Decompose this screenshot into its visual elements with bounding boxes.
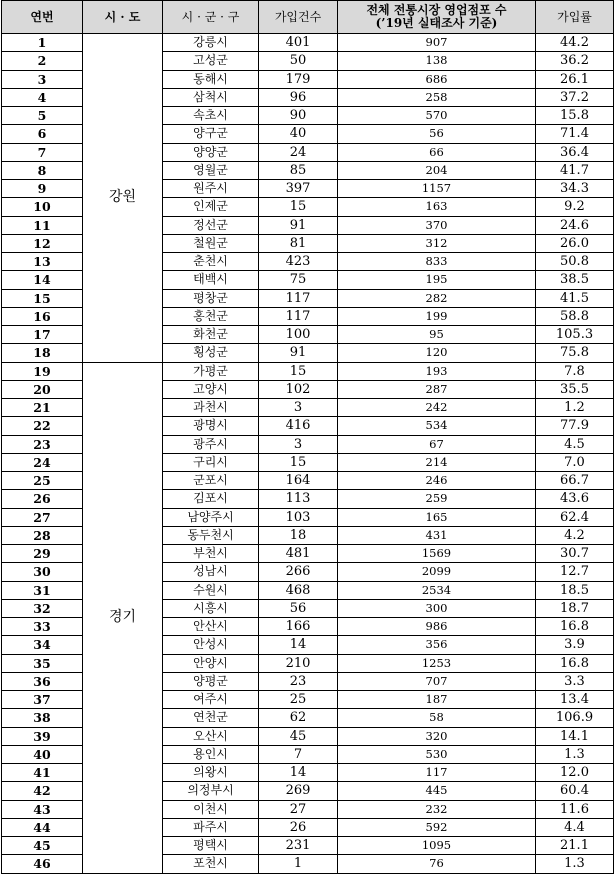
joined-count-cell: 96 (259, 88, 338, 106)
row-number: 43 (2, 800, 83, 818)
joined-count-cell: 15 (259, 362, 338, 380)
join-rate-cell: 7.8 (536, 362, 614, 380)
join-rate-cell: 75.8 (536, 344, 614, 362)
header-no: 연번 (2, 1, 83, 34)
join-rate-cell: 1.3 (536, 855, 614, 873)
row-number: 42 (2, 782, 83, 800)
table-body (2, 34, 614, 874)
district-cell: 고성군 (163, 52, 259, 70)
total-stores-cell: 66 (338, 143, 536, 161)
join-rate-cell: 34.3 (536, 180, 614, 198)
total-stores-cell: 204 (338, 161, 536, 179)
row-number: 13 (2, 253, 83, 271)
row-number: 25 (2, 472, 83, 490)
row-number: 27 (2, 508, 83, 526)
join-rate-cell: 12.0 (536, 764, 614, 782)
join-rate-cell: 16.8 (536, 618, 614, 636)
district-cell: 영월군 (163, 161, 259, 179)
join-rate-cell: 18.5 (536, 581, 614, 599)
row-number: 8 (2, 161, 83, 179)
joined-count-cell: 266 (259, 563, 338, 581)
total-stores-cell: 833 (338, 253, 536, 271)
total-stores-cell: 2534 (338, 581, 536, 599)
total-stores-cell: 2099 (338, 563, 536, 581)
joined-count-cell: 75 (259, 271, 338, 289)
row-number: 10 (2, 198, 83, 216)
total-stores-cell: 56 (338, 125, 536, 143)
district-cell: 군포시 (163, 472, 259, 490)
join-rate-cell: 58.8 (536, 307, 614, 325)
row-number: 45 (2, 837, 83, 855)
joined-count-cell: 18 (259, 526, 338, 544)
district-cell: 김포시 (163, 490, 259, 508)
total-stores-cell: 530 (338, 745, 536, 763)
district-cell: 강릉시 (163, 34, 259, 52)
header-joined: 가입건수 (259, 1, 338, 34)
row-number: 29 (2, 545, 83, 563)
row-number: 14 (2, 271, 83, 289)
total-stores-cell: 1157 (338, 180, 536, 198)
joined-count-cell: 468 (259, 581, 338, 599)
district-cell: 평택시 (163, 837, 259, 855)
row-number: 38 (2, 709, 83, 727)
total-stores-cell: 592 (338, 818, 536, 836)
row-number: 21 (2, 399, 83, 417)
row-number: 31 (2, 581, 83, 599)
district-cell: 양구군 (163, 125, 259, 143)
district-cell: 양평군 (163, 672, 259, 690)
total-stores-cell: 232 (338, 800, 536, 818)
row-number: 41 (2, 764, 83, 782)
join-rate-cell: 24.6 (536, 216, 614, 234)
total-stores-cell: 1095 (338, 837, 536, 855)
total-stores-cell: 193 (338, 362, 536, 380)
district-cell: 평창군 (163, 289, 259, 307)
header-row (2, 1, 614, 34)
joined-count-cell: 24 (259, 143, 338, 161)
total-stores-cell: 187 (338, 691, 536, 709)
district-cell: 춘천시 (163, 253, 259, 271)
join-rate-cell: 66.7 (536, 472, 614, 490)
join-rate-cell: 15.8 (536, 107, 614, 125)
join-rate-cell: 4.4 (536, 818, 614, 836)
row-number: 30 (2, 563, 83, 581)
row-number: 1 (2, 34, 83, 52)
joined-count-cell: 50 (259, 52, 338, 70)
total-stores-cell: 138 (338, 52, 536, 70)
district-cell: 광주시 (163, 435, 259, 453)
header-district: 시 · 군 · 구 (163, 1, 259, 34)
row-number: 37 (2, 691, 83, 709)
subscription-table (1, 0, 614, 874)
row-number: 18 (2, 344, 83, 362)
total-stores-cell: 259 (338, 490, 536, 508)
row-number: 44 (2, 818, 83, 836)
row-number: 26 (2, 490, 83, 508)
row-number: 36 (2, 672, 83, 690)
district-cell: 오산시 (163, 727, 259, 745)
joined-count-cell: 14 (259, 636, 338, 654)
row-number: 3 (2, 70, 83, 88)
district-cell: 원주시 (163, 180, 259, 198)
row-number: 34 (2, 636, 83, 654)
district-cell: 정선군 (163, 216, 259, 234)
join-rate-cell: 77.9 (536, 417, 614, 435)
joined-count-cell: 14 (259, 764, 338, 782)
total-stores-cell: 282 (338, 289, 536, 307)
total-stores-cell: 320 (338, 727, 536, 745)
join-rate-cell: 71.4 (536, 125, 614, 143)
row-number: 7 (2, 143, 83, 161)
total-stores-cell: 195 (338, 271, 536, 289)
table-row (2, 362, 614, 380)
total-stores-cell: 67 (338, 435, 536, 453)
total-stores-cell: 686 (338, 70, 536, 88)
joined-count-cell: 416 (259, 417, 338, 435)
row-number: 19 (2, 362, 83, 380)
join-rate-cell: 60.4 (536, 782, 614, 800)
total-stores-cell: 165 (338, 508, 536, 526)
joined-count-cell: 269 (259, 782, 338, 800)
join-rate-cell: 35.5 (536, 380, 614, 398)
joined-count-cell: 481 (259, 545, 338, 563)
total-stores-cell: 120 (338, 344, 536, 362)
total-stores-cell: 312 (338, 234, 536, 252)
joined-count-cell: 179 (259, 70, 338, 88)
row-number: 32 (2, 599, 83, 617)
district-cell: 파주시 (163, 818, 259, 836)
total-stores-cell: 242 (338, 399, 536, 417)
total-stores-cell: 445 (338, 782, 536, 800)
province-cell: 경기 (83, 362, 163, 873)
joined-count-cell: 117 (259, 289, 338, 307)
row-number: 6 (2, 125, 83, 143)
joined-count-cell: 90 (259, 107, 338, 125)
header-total-line1: 전체 전통시장 영업점포 수 (366, 3, 507, 17)
total-stores-cell: 117 (338, 764, 536, 782)
join-rate-cell: 105.3 (536, 326, 614, 344)
total-stores-cell: 258 (338, 88, 536, 106)
district-cell: 이천시 (163, 800, 259, 818)
joined-count-cell: 166 (259, 618, 338, 636)
join-rate-cell: 30.7 (536, 545, 614, 563)
row-number: 40 (2, 745, 83, 763)
join-rate-cell: 14.1 (536, 727, 614, 745)
row-number: 17 (2, 326, 83, 344)
header-province: 시 · 도 (83, 1, 163, 34)
district-cell: 포천시 (163, 855, 259, 873)
join-rate-cell: 36.4 (536, 143, 614, 161)
district-cell: 시흥시 (163, 599, 259, 617)
row-number: 15 (2, 289, 83, 307)
total-stores-cell: 163 (338, 198, 536, 216)
join-rate-cell: 41.7 (536, 161, 614, 179)
district-cell: 연천군 (163, 709, 259, 727)
joined-count-cell: 85 (259, 161, 338, 179)
district-cell: 철원군 (163, 234, 259, 252)
joined-count-cell: 25 (259, 691, 338, 709)
total-stores-cell: 1569 (338, 545, 536, 563)
total-stores-cell: 356 (338, 636, 536, 654)
total-stores-cell: 58 (338, 709, 536, 727)
row-number: 2 (2, 52, 83, 70)
district-cell: 의정부시 (163, 782, 259, 800)
joined-count-cell: 7 (259, 745, 338, 763)
join-rate-cell: 36.2 (536, 52, 614, 70)
join-rate-cell: 1.2 (536, 399, 614, 417)
joined-count-cell: 15 (259, 198, 338, 216)
district-cell: 수원시 (163, 581, 259, 599)
joined-count-cell: 15 (259, 453, 338, 471)
join-rate-cell: 26.1 (536, 70, 614, 88)
row-number: 4 (2, 88, 83, 106)
header-total-line2: (’19년 실태조사 기준) (375, 16, 498, 30)
row-number: 46 (2, 855, 83, 873)
row-number: 28 (2, 526, 83, 544)
join-rate-cell: 9.2 (536, 198, 614, 216)
joined-count-cell: 397 (259, 180, 338, 198)
join-rate-cell: 26.0 (536, 234, 614, 252)
district-cell: 광명시 (163, 417, 259, 435)
joined-count-cell: 102 (259, 380, 338, 398)
row-number: 23 (2, 435, 83, 453)
district-cell: 태백시 (163, 271, 259, 289)
row-number: 11 (2, 216, 83, 234)
table-row (2, 34, 614, 52)
row-number: 35 (2, 654, 83, 672)
district-cell: 안성시 (163, 636, 259, 654)
district-cell: 홍천군 (163, 307, 259, 325)
row-number: 20 (2, 380, 83, 398)
total-stores-cell: 214 (338, 453, 536, 471)
joined-count-cell: 26 (259, 818, 338, 836)
district-cell: 삼척시 (163, 88, 259, 106)
joined-count-cell: 164 (259, 472, 338, 490)
join-rate-cell: 12.7 (536, 563, 614, 581)
row-number: 33 (2, 618, 83, 636)
joined-count-cell: 3 (259, 399, 338, 417)
joined-count-cell: 81 (259, 234, 338, 252)
joined-count-cell: 3 (259, 435, 338, 453)
total-stores-cell: 300 (338, 599, 536, 617)
row-number: 24 (2, 453, 83, 471)
district-cell: 용인시 (163, 745, 259, 763)
join-rate-cell: 3.3 (536, 672, 614, 690)
total-stores-cell: 95 (338, 326, 536, 344)
district-cell: 과천시 (163, 399, 259, 417)
joined-count-cell: 113 (259, 490, 338, 508)
joined-count-cell: 62 (259, 709, 338, 727)
joined-count-cell: 1 (259, 855, 338, 873)
district-cell: 구리시 (163, 453, 259, 471)
row-number: 39 (2, 727, 83, 745)
header-rate: 가입률 (536, 1, 614, 34)
total-stores-cell: 534 (338, 417, 536, 435)
district-cell: 양양군 (163, 143, 259, 161)
join-rate-cell: 21.1 (536, 837, 614, 855)
joined-count-cell: 100 (259, 326, 338, 344)
joined-count-cell: 40 (259, 125, 338, 143)
total-stores-cell: 431 (338, 526, 536, 544)
row-number: 12 (2, 234, 83, 252)
join-rate-cell: 50.8 (536, 253, 614, 271)
joined-count-cell: 23 (259, 672, 338, 690)
join-rate-cell: 41.5 (536, 289, 614, 307)
join-rate-cell: 62.4 (536, 508, 614, 526)
district-cell: 의왕시 (163, 764, 259, 782)
district-cell: 인제군 (163, 198, 259, 216)
join-rate-cell: 18.7 (536, 599, 614, 617)
join-rate-cell: 16.8 (536, 654, 614, 672)
row-number: 16 (2, 307, 83, 325)
district-cell: 성남시 (163, 563, 259, 581)
join-rate-cell: 11.6 (536, 800, 614, 818)
joined-count-cell: 91 (259, 344, 338, 362)
join-rate-cell: 3.9 (536, 636, 614, 654)
district-cell: 여주시 (163, 691, 259, 709)
district-cell: 동해시 (163, 70, 259, 88)
join-rate-cell: 13.4 (536, 691, 614, 709)
join-rate-cell: 7.0 (536, 453, 614, 471)
total-stores-cell: 986 (338, 618, 536, 636)
total-stores-cell: 370 (338, 216, 536, 234)
district-cell: 고양시 (163, 380, 259, 398)
total-stores-cell: 907 (338, 34, 536, 52)
total-stores-cell: 707 (338, 672, 536, 690)
row-number: 9 (2, 180, 83, 198)
total-stores-cell: 1253 (338, 654, 536, 672)
province-cell: 강원 (83, 34, 163, 363)
district-cell: 부천시 (163, 545, 259, 563)
joined-count-cell: 56 (259, 599, 338, 617)
district-cell: 횡성군 (163, 344, 259, 362)
join-rate-cell: 43.6 (536, 490, 614, 508)
joined-count-cell: 423 (259, 253, 338, 271)
join-rate-cell: 44.2 (536, 34, 614, 52)
join-rate-cell: 106.9 (536, 709, 614, 727)
total-stores-cell: 570 (338, 107, 536, 125)
join-rate-cell: 1.3 (536, 745, 614, 763)
join-rate-cell: 4.2 (536, 526, 614, 544)
joined-count-cell: 231 (259, 837, 338, 855)
district-cell: 화천군 (163, 326, 259, 344)
joined-count-cell: 45 (259, 727, 338, 745)
join-rate-cell: 4.5 (536, 435, 614, 453)
district-cell: 안양시 (163, 654, 259, 672)
joined-count-cell: 117 (259, 307, 338, 325)
joined-count-cell: 27 (259, 800, 338, 818)
district-cell: 안산시 (163, 618, 259, 636)
total-stores-cell: 246 (338, 472, 536, 490)
join-rate-cell: 37.2 (536, 88, 614, 106)
district-cell: 남양주시 (163, 508, 259, 526)
joined-count-cell: 401 (259, 34, 338, 52)
district-cell: 동두천시 (163, 526, 259, 544)
row-number: 22 (2, 417, 83, 435)
total-stores-cell: 287 (338, 380, 536, 398)
row-number: 5 (2, 107, 83, 125)
total-stores-cell: 76 (338, 855, 536, 873)
district-cell: 가평군 (163, 362, 259, 380)
joined-count-cell: 210 (259, 654, 338, 672)
joined-count-cell: 103 (259, 508, 338, 526)
district-cell: 속초시 (163, 107, 259, 125)
join-rate-cell: 38.5 (536, 271, 614, 289)
joined-count-cell: 91 (259, 216, 338, 234)
header-total (338, 1, 536, 34)
total-stores-cell: 199 (338, 307, 536, 325)
